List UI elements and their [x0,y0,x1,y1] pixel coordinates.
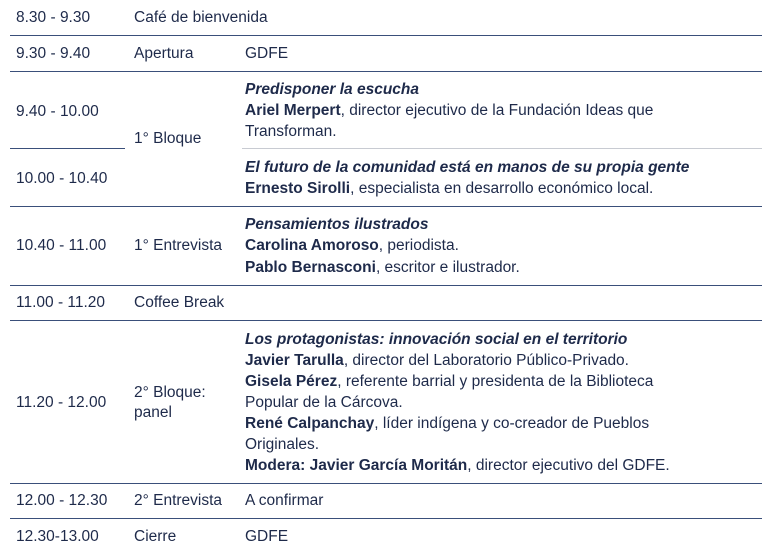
speaker-name: Gisela Pérez [245,373,338,390]
time-cell: 12.30-13.00 [16,528,99,545]
speaker-line [245,372,653,392]
detail-cell: GDFE [245,528,289,545]
activity-cell: Cierre [134,528,177,545]
speaker-description: , director ejecutivo de la Fundación Ideas que [340,102,654,119]
speaker-line [245,258,520,278]
time-cell: 10.00 - 10.40 [16,170,108,187]
speaker-description: Transforman. [245,123,337,140]
speaker-line [245,101,653,121]
speaker-line [245,236,459,256]
session-title: El futuro de la comunidad está en manos de su propia gente [245,159,690,176]
row-divider [10,285,762,286]
time-cell: 9.30 - 9.40 [16,45,91,62]
time-cell: 12.00 - 12.30 [16,492,108,509]
speaker-description: Originales. [245,436,320,453]
speaker-description: , periodista. [378,237,459,254]
activity-cell: 1° Entrevista [134,237,223,254]
detail-cell: GDFE [245,45,289,62]
session-title: Predisponer la escucha [245,81,420,98]
row-divider [10,206,762,207]
speaker-line [245,179,653,199]
time-cell: 11.00 - 11.20 [16,294,106,311]
speaker-line [245,456,670,476]
time-cell: 9.40 - 10.00 [16,103,99,120]
row-divider [10,71,762,72]
row-divider [10,148,125,149]
activity-cell: Café de bienvenida [134,9,268,26]
activity-cell: 2° Entrevista [134,492,223,509]
row-divider [242,148,762,149]
session-title: Los protagonistas: innovación social en el territorio [245,331,628,348]
time-cell: 11.20 - 12.00 [16,394,107,411]
speaker-name: René Calpanchay [245,415,375,432]
row-divider [10,320,762,321]
detail-cell: A confirmar [245,492,324,509]
activity-cell: 2° Bloque: [134,384,206,401]
row-divider [10,35,762,36]
activity-cell: Coffee Break [134,294,225,311]
speaker-name: Carolina Amoroso [245,237,379,254]
speaker-description: , director del Laboratorio Público-Privado. [343,352,629,369]
session-title: Pensamientos ilustrados [245,216,429,233]
speaker-description: , director ejecutivo del GDFE. [467,457,670,474]
speaker-name: Javier Tarulla [245,352,344,369]
speaker-line [245,414,649,434]
activity-cell: Apertura [134,45,194,62]
speaker-name: Pablo Bernasconi [245,259,376,276]
speaker-description: Popular de la Cárcova. [245,394,403,411]
speaker-description: , referente barrial y presidenta de la Biblioteca [337,373,654,390]
row-divider [10,483,762,484]
speaker-name: Modera: Javier García Moritán [245,457,468,474]
speaker-name: Ariel Merpert [245,102,341,119]
time-cell: 10.40 - 11.00 [16,237,107,254]
row-divider [10,518,762,519]
activity-cell: 1° Bloque [134,130,202,147]
time-cell: 8.30 - 9.30 [16,9,91,26]
activity-cell: panel [134,404,172,421]
speaker-name: Ernesto Sirolli [245,180,351,197]
speaker-description: , especialista en desarrollo económico local. [350,180,654,197]
speaker-description: , escritor e ilustrador. [375,259,520,276]
speaker-description: , líder indígena y co-creador de Pueblos [374,415,650,432]
speaker-line [245,351,629,371]
